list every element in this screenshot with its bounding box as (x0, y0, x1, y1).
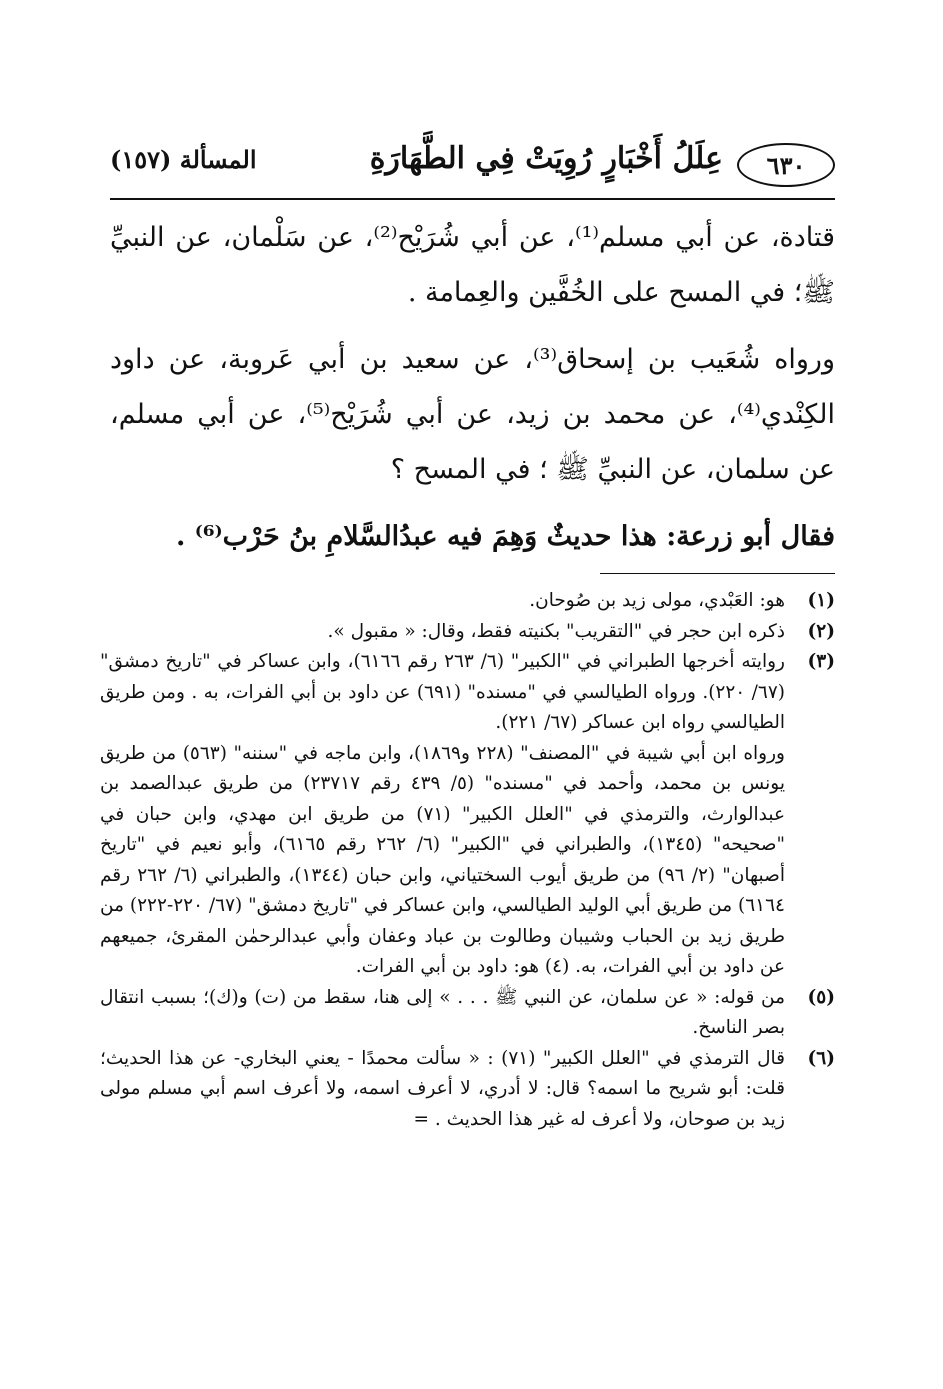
paragraph-3: فقال أبو زرعة: هذا حديثٌ وَهِمَ فيه عبدُالسَّلامِ بنُ حَرْب⁽⁶⁾ . (175, 521, 835, 552)
header-rule (110, 198, 835, 200)
footnote-text: روايته أخرجها الطبراني في "الكبير" (٦/ ٢٦٣ رقم ٦١٦٦)، وابن عساكر في "تاريخ دمشق" (٦٧/ ٢٢٠). ورواه الطيالسي في "مسنده" (٦٩١) عن داود بن أبي الفرات، به . ومن طريق الطيالسي رواه ابن عساكر (٦٧/ ٢٢١). (100, 651, 785, 733)
footnote-number: (٣) (807, 651, 835, 672)
footnote-text: هو: العَبْدي، مولى زيد بن صُوحان. (529, 590, 785, 611)
footnote-number: (١) (807, 590, 835, 611)
footnote-2 (100, 617, 835, 648)
main-text (110, 210, 835, 564)
footnote-separator (600, 573, 835, 574)
footnote-number: (٦) (807, 1047, 835, 1069)
page-number: ٦٣٠ (737, 143, 835, 187)
footnote-number: (٢) (807, 620, 835, 642)
page-header (110, 135, 835, 195)
paragraph-2: ورواه شُعَيب بن إسحاق⁽³⁾، عن سعيد بن أبي عَروبة، عن داود الكِنْدي⁽⁴⁾، عن محمد بن زيد، عن أبي شُرَيْح⁽⁵⁾، عن أبي مسلم، عن سلمان، عن النبيِّ ﷺ ؛ في المسح ؟ (110, 344, 836, 485)
footnote-number: (٥) (807, 986, 835, 1008)
section-label: المسألة (١٥٧) (110, 145, 257, 174)
footnotes (100, 586, 835, 1135)
footnote-6 (100, 1044, 835, 1136)
footnote-text: من قوله: « عن سلمان، عن النبي ﷺ . . . » إلى هنا، سقط من (ت) و(ك)؛ بسبب انتقال بصر الناسخ. (100, 986, 785, 1038)
footnote-5 (100, 983, 835, 1044)
paragraph-1: قتادة، عن أبي مسلم⁽¹⁾، عن أبي شُرَيْح⁽²⁾، عن سَلْمان، عن النبيِّ ﷺ؛ في المسح على الخُفَّين والعِمامة . (110, 222, 835, 308)
footnote-text: ذكره ابن حجر في "التقريب" بكنيته فقط، وقال: « مقبول ». (327, 620, 785, 642)
book-title: عِلَلُ أَخْبَارٍ رُوِيَتْ فِي الطَّهَارَةِ (369, 141, 723, 176)
footnote-text: قال الترمذي في "العلل الكبير" (٧١) : « سألت محمدًا - يعني البخاري- عن هذا الحديث؛ قلت: أبو شريح ما اسمه؟ قال: لا أدري، لا أعرف اسمه، ولا أعرف اسم أبي مسلم مولى زيد بن صوحان، ولا أعرف له غير هذا الحديث . = (100, 1047, 785, 1130)
footnote-1 (100, 586, 835, 617)
footnote-text: ورواه ابن أبي شيبة في "المصنف" (٢٢٨ و١٨٦٩)، وابن ماجه في "سننه" (٥٦٣) من طريق يونس بن محمد، وأحمد في "مسنده" (٥/ ٤٣٩ رقم ٢٣٧١٧) من طريق عبدالصمد بن عبدالوارث، والترمذي في "العلل الكبير" (٧١) من طريق ابن مهدي، وابن حبان في "صحيحه" (١٣٤٥)، والطبراني في "الكبير" (٦/ ٢٦٢ رقم ٦١٦٥)، وأبو نعيم في "تاريخ أصبهان" (٢/ ٩٦) من طريق أيوب السختياني، وابن حبان (١٣٤٤)، والطبراني (٦/ ٢٦٢ رقم ٦١٦٤) من طريق أبي الوليد الطيالسي، وابن عساكر في "تاريخ دمشق" (٦٧/ ٢٢٠-٢٢٢) من طريق زيد بن الحباب وشيبان وطالوت بن عباد وعفان وأبي عبدالرحمٰن المقرئ، جميعهم عن داود بن أبي الفرات، به. (٤) هو: داود بن أبي الفرات. (100, 742, 786, 977)
footnote-3 (100, 647, 835, 983)
